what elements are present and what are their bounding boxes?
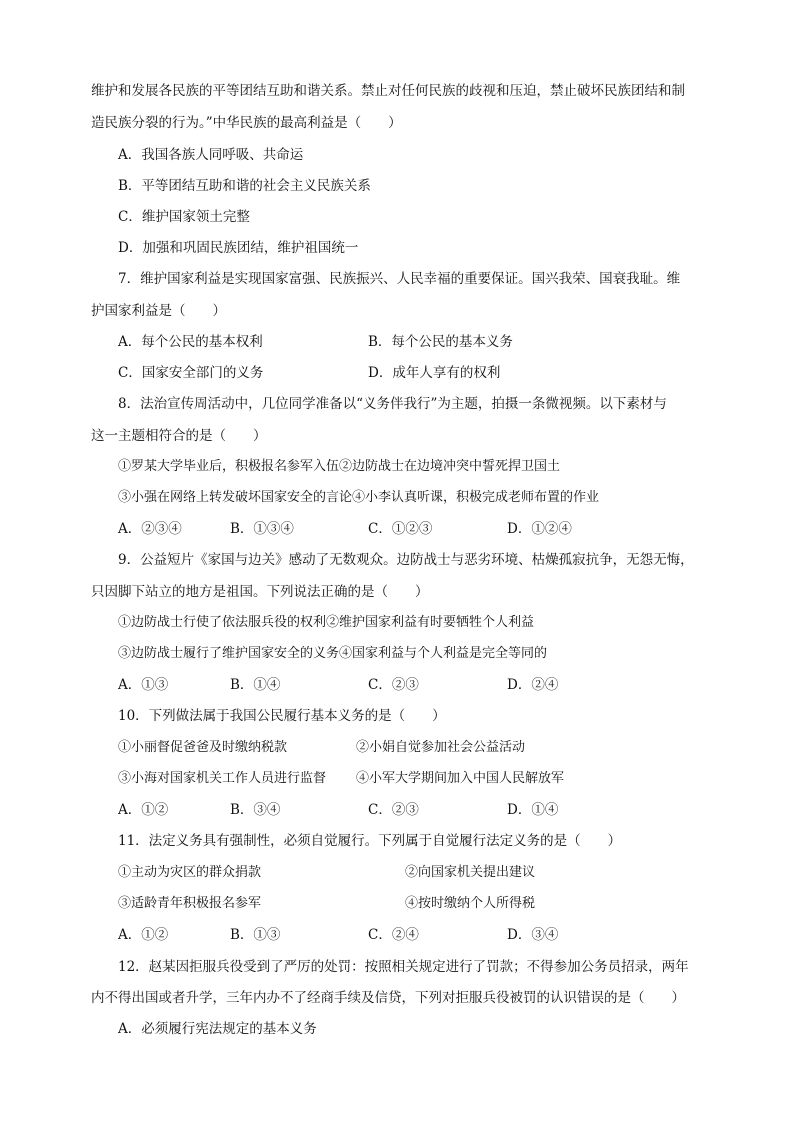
q8-statements-2: ③小强在网络上转发破坏国家安全的言论④小李认真听课，积极完成老师布置的作业 [118, 490, 600, 505]
q11-stem: 11．法定义务具有强制性，必须自觉履行。下列属于自觉履行法定义务的是（ ） [118, 833, 622, 849]
q8-statements-1: ①罗某大学毕业后，积极报名参军入伍②边防战士在边境冲突中誓死捍卫国土 [118, 459, 561, 474]
q6-option-d: D．加强和巩固民族团结，维护祖国统一 [118, 240, 359, 256]
q6-stem-line-2: 造民族分裂的行为。”中华民族的最高利益是（ ） [91, 115, 402, 131]
q11-statement-3: ③适龄青年积极报名参军 [118, 896, 262, 911]
q7-option-a: A．每个公民的基本权利 [118, 334, 263, 350]
q11-statement-2: ②向国家机关提出建议 [405, 865, 536, 880]
q10-statement-4: ④小军大学期间加入中国人民解放军 [356, 771, 565, 786]
q8-option-a: A．②③④ [118, 521, 182, 537]
q10-statement-2: ②小娟自觉参加社会公益活动 [356, 740, 526, 755]
q6-stem-line-1: 维护和发展各民族的平等团结互助和谐关系。禁止对任何民族的歧视和压迫，禁止破坏民族团结和制 [91, 83, 685, 99]
q9-stem-line-2: 只因脚下站立的地方是祖国。下列说法正确的是（ ） [91, 584, 429, 600]
q12-stem-line-2: 内不得出国或者升学，三年内办不了经商手续及信贷，下列对拒服兵役被罚的认识错误的是（ ） [91, 990, 685, 1006]
q10-stem: 10．下列做法属于我国公民履行基本义务的是（ ） [118, 708, 446, 724]
q7-option-c: C．国家安全部门的义务 [118, 365, 264, 381]
q9-option-d: D．②④ [507, 677, 559, 693]
q12-stem-line-1: 12．赵某因拒服兵役受到了严厉的处罚：按照相关规定进行了罚款；不得参加公务员招录，两年 [118, 959, 689, 975]
q10-option-d: D．①④ [507, 802, 559, 818]
q6-option-b: B．平等团结互助和谐的社会主义民族关系 [118, 178, 371, 194]
q10-statement-1: ①小丽督促爸爸及时缴纳税款 [118, 740, 288, 755]
q7-option-b: B．每个公民的基本义务 [368, 334, 513, 350]
q7-option-d: D．成年人享有的权利 [368, 365, 501, 381]
q11-statement-1: ①主动为灾区的群众捐款 [118, 865, 262, 880]
q10-option-b: B．③④ [230, 802, 281, 818]
q9-statements-1: ①边防战士行使了依法服兵役的权利②维护国家利益有时要牺牲个人利益 [118, 615, 535, 630]
q8-option-b: B．①③④ [230, 521, 294, 537]
q9-option-c: C．②③ [368, 677, 419, 693]
q11-statement-4: ④按时缴纳个人所得税 [405, 896, 536, 911]
q6-option-c: C．维护国家领土完整 [118, 209, 250, 225]
q10-statement-3: ③小海对国家机关工作人员进行监督 [118, 771, 327, 786]
q11-option-c: C．②④ [368, 927, 419, 943]
q8-option-c: C．①②③ [368, 521, 433, 537]
q9-stem-line-1: 9．公益短片《家国与边关》感动了无数观众。边防战士与恶劣环境、枯燥孤寂抗争，无怨无悔， [118, 552, 694, 568]
q8-option-d: D．①②④ [507, 521, 572, 537]
q11-option-d: D．③④ [507, 927, 559, 943]
q10-option-c: C．②③ [368, 802, 419, 818]
q11-option-b: B．①③ [230, 927, 281, 943]
q7-stem-line-1: 7．维护国家利益是实现国家富强、民族振兴、人民幸福的重要保证。国兴我荣、国衰我耻。维 [118, 271, 681, 287]
q9-option-a: A．①③ [118, 677, 169, 693]
q11-option-a: A．①② [118, 927, 169, 943]
q10-option-a: A．①② [118, 802, 169, 818]
q9-statements-2: ③边防战士履行了维护国家安全的义务④国家利益与个人利益是完全等同的 [118, 646, 548, 661]
q6-option-a: A．我国各族人同呼吸、共命运 [118, 147, 304, 163]
q9-option-b: B．①④ [230, 677, 281, 693]
q7-stem-line-2: 护国家利益是（ ） [91, 303, 226, 319]
q8-stem-line-1: 8．法治宣传周活动中，几位同学准备以“义务伴我行”为主题，拍摄一条微视频。以下素材与 [118, 396, 667, 412]
q12-option-a: A．必须履行宪法规定的基本义务 [118, 1021, 317, 1037]
q8-stem-line-2: 这一主题相符合的是（ ） [91, 428, 267, 444]
